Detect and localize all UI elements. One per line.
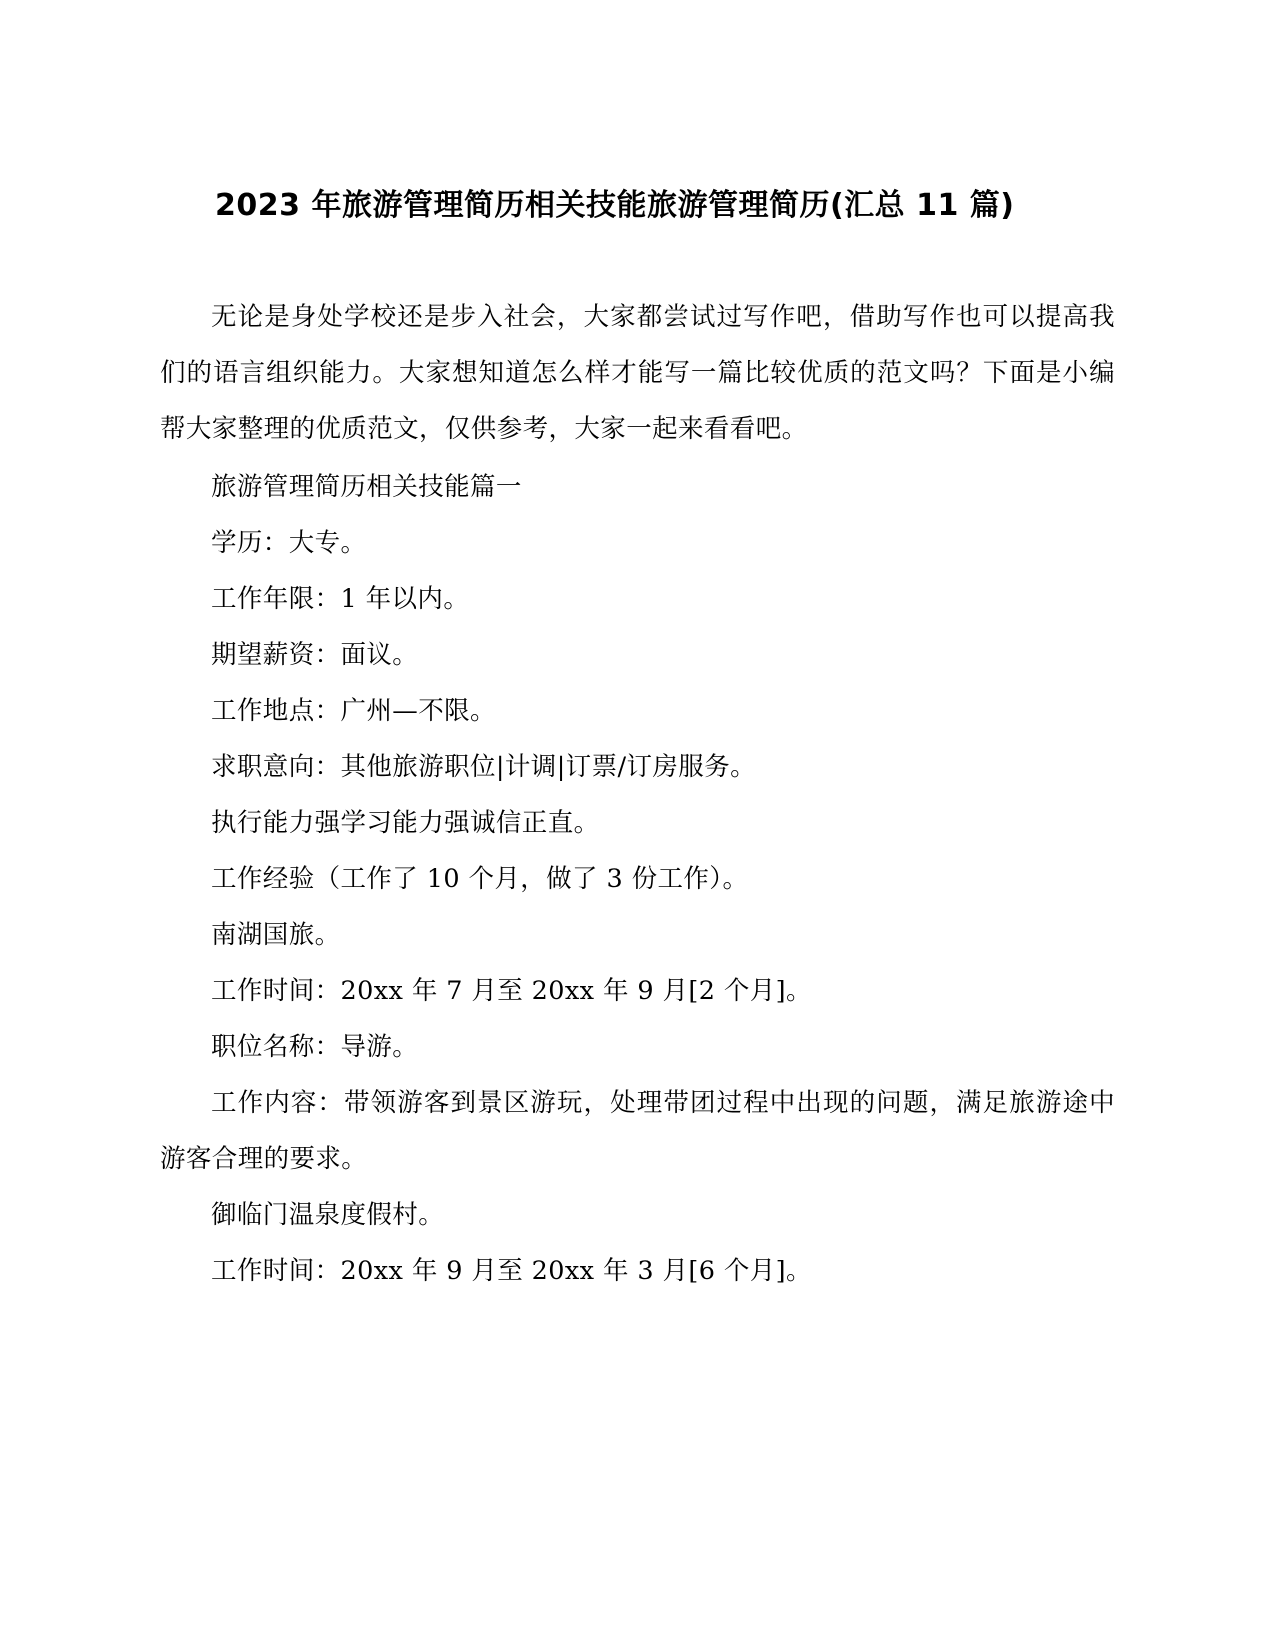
paragraph-company-one-duties: 工作内容：带领游客到景区游玩，处理带团过程中出现的问题，满足旅游途中游客合理的要求。 <box>160 1088 1115 1174</box>
paragraph-company-one-position: 职位名称：导游。 <box>211 1032 419 1062</box>
paragraph-education: 学历：大专。 <box>211 528 367 558</box>
paragraph-company-one-period: 工作时间：20xx 年 7 月至 20xx 年 9 月[2 个月]。 <box>211 976 812 1006</box>
paragraph-expected-salary: 期望薪资：面议。 <box>211 640 419 670</box>
paragraph-work-years: 工作年限：1 年以内。 <box>211 584 470 614</box>
page-title: 2023 年旅游管理简历相关技能旅游管理简历(汇总 11 篇) <box>215 188 1015 223</box>
paragraph-strengths: 执行能力强学习能力强诚信正直。 <box>211 808 600 838</box>
paragraph-company-two-period: 工作时间：20xx 年 9 月至 20xx 年 3 月[6 个月]。 <box>211 1256 812 1286</box>
paragraph-intro: 无论是身处学校还是步入社会，大家都尝试过写作吧，借助写作也可以提高我们的语言组织能力。大家想知道怎么样才能写一篇比较优质的范文吗？下面是小编帮大家整理的优质范文，仅供参考，大家一起来看看吧。 <box>160 302 1115 444</box>
paragraph-job-intention: 求职意向：其他旅游职位|计调|订票/订房服务。 <box>211 752 756 782</box>
paragraph-section-heading: 旅游管理简历相关技能篇一 <box>211 472 522 502</box>
paragraph-company-one: 南湖国旅。 <box>211 920 341 950</box>
paragraph-company-two: 御临门温泉度假村。 <box>211 1200 445 1230</box>
paragraph-work-experience: 工作经验（工作了 10 个月，做了 3 份工作）。 <box>211 864 749 894</box>
paragraph-work-location: 工作地点：广州—不限。 <box>211 696 496 726</box>
document-body <box>160 289 1115 1299</box>
